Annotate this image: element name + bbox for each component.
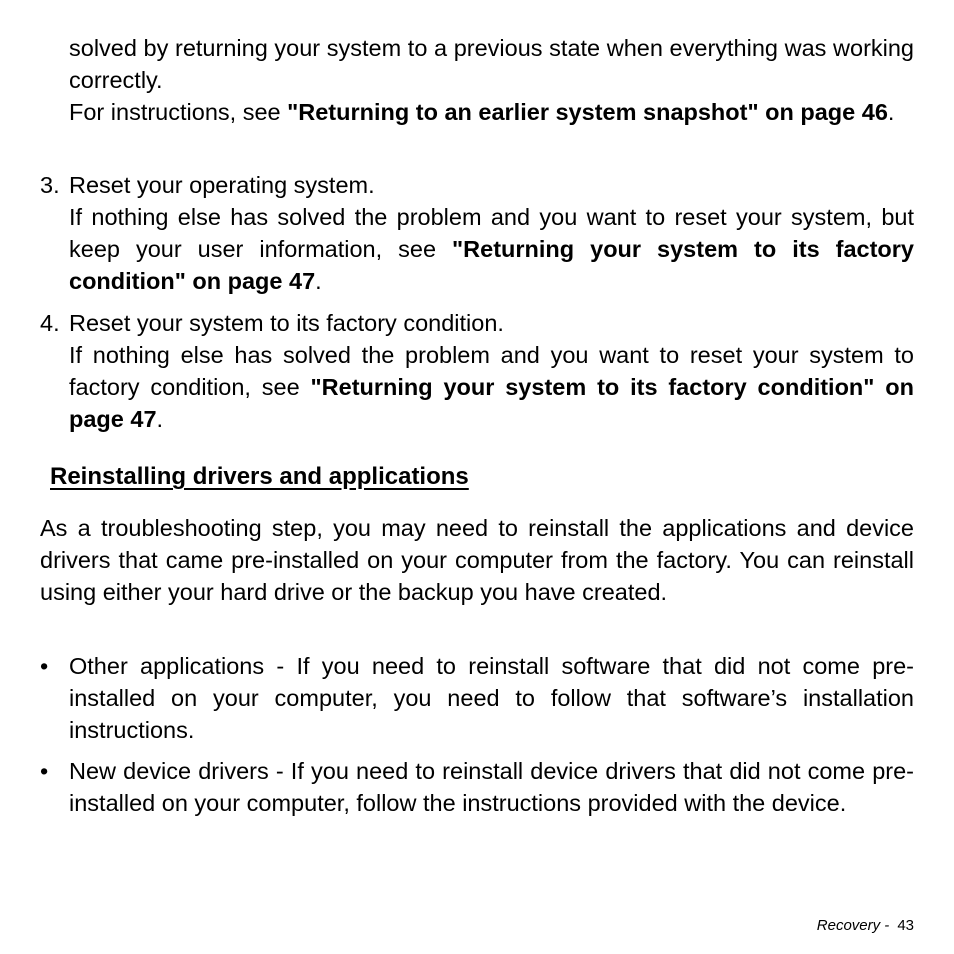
step-body-prefix: If nothing else has solved the problem and you want to reset your system to factory condition, see xyxy=(69,342,914,400)
step-title: Reset your system to its factory condition. xyxy=(69,310,504,336)
step-body xyxy=(69,339,914,435)
section-paragraph: As a troubleshooting step, you may need to reinstall the applications and device drivers that came pre-installed on your computer from the factory. You can reinstall using either your hard drive or the backup you have created. xyxy=(40,515,914,605)
step-body xyxy=(69,201,914,297)
bullet-item: Other applications - If you need to reinstall software that did not come pre-installed on your computer, you need to follow that software’s installation instructions. xyxy=(69,653,914,743)
instructions-suffix: . xyxy=(887,99,895,125)
intro-text: solved by returning your system to a previous state when everything was working correctly. xyxy=(69,35,914,93)
step-number: 3. xyxy=(40,172,60,198)
cross-reference-link[interactable]: "Returning your system to its factory condition" on page 47 xyxy=(69,374,914,432)
step-number: 4. xyxy=(40,310,60,336)
intro-instructions xyxy=(69,96,914,128)
cross-reference-link[interactable]: "Returning to an earlier system snapshot" on page 46 xyxy=(287,99,888,125)
bullet-symbol: • xyxy=(40,653,49,679)
step-title: Reset your operating system. xyxy=(69,172,375,198)
page-number: 43 xyxy=(897,917,914,934)
step-body-suffix: . xyxy=(315,268,322,294)
step-body-prefix: If nothing else has solved the problem and you want to reset your system, but keep your user information, see xyxy=(69,204,914,262)
instructions-prefix: For instructions, see xyxy=(69,99,288,125)
page-footer xyxy=(817,916,914,936)
bullet-item: New device drivers - If you need to reinstall device drivers that did not come pre-installed on your computer, follow the instructions provided with the device. xyxy=(69,758,914,816)
section-heading: Reinstalling drivers and applications xyxy=(50,463,469,490)
cross-reference-link[interactable]: "Returning your system to its factory condition" on page 47 xyxy=(69,236,914,294)
footer-section: Recovery - xyxy=(816,917,890,934)
step-body-suffix: . xyxy=(156,406,164,432)
bullet-symbol: • xyxy=(40,758,49,784)
